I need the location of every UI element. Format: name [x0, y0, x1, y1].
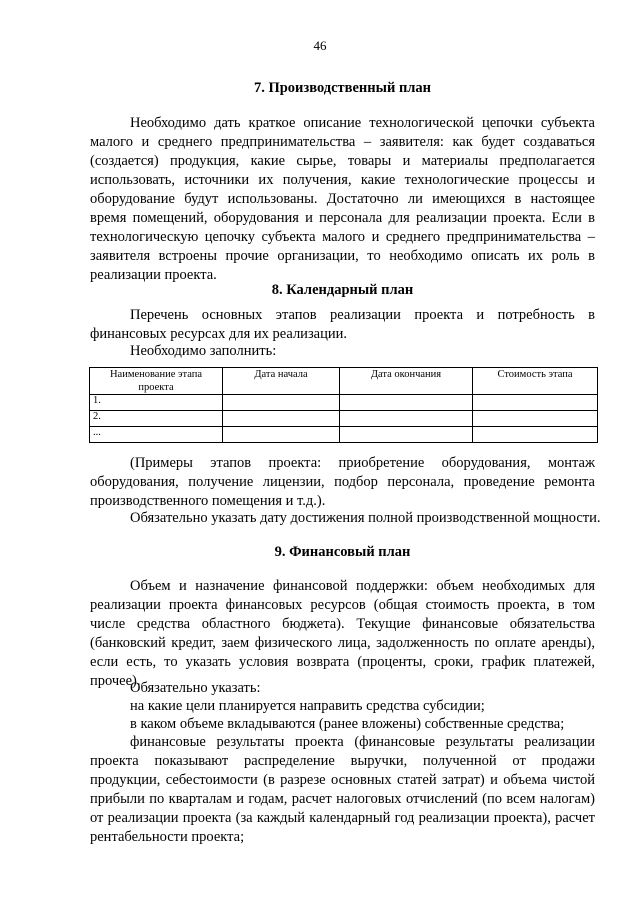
section-9-item-2: в каком объеме вкладываются (ранее вложены) собственные средства; — [130, 716, 565, 732]
page-number: 46 — [313, 38, 327, 53]
table-cell — [473, 411, 598, 427]
section-8-title: 8. Календарный план — [271, 282, 414, 298]
section-8-examples: (Примеры этапов проекта: приобретение оборудования, монтаж оборудования, получение лицензии, подбор персонала, проведение ремонта производственного помещения и т.д.). — [90, 455, 595, 509]
section-8-mandatory: Обязательно указать дату достижения полной производственной мощности. — [130, 510, 601, 526]
table-cell — [473, 395, 598, 411]
table-row — [90, 395, 598, 411]
table-cell: 2. — [90, 411, 223, 427]
table-row — [90, 427, 598, 443]
table-cell — [223, 395, 340, 411]
section-7-title: 7. Производственный план — [253, 80, 432, 96]
header-stage-name: Наименование этапа проекта — [90, 368, 223, 395]
table-cell — [223, 427, 340, 443]
table-cell: ... — [90, 427, 223, 443]
table-cell — [340, 411, 473, 427]
table-cell — [340, 395, 473, 411]
calendar-plan-table — [89, 367, 598, 443]
header-start-date: Дата начала — [223, 368, 340, 395]
section-7-paragraph: Необходимо дать краткое описание технологической цепочки субъекта малого и среднего предпринимательства – заявителя: как будет создаваться (создается) продукция, какие сырье, товары и материалы предполагается использовать, источники их получения, какие технологические процессы и оборудование будут использованы. Достаточно ли имеющихся в настоящее время помещений, оборудования и персонала для реализации проекта. Если в технологическую цепочку субъекта малого и среднего предпринимательства – заявителя встроены прочие организации, то необходимо описать их роль в реализации проекта. — [90, 115, 595, 283]
section-9-mandatory: Обязательно указать: — [130, 680, 261, 696]
table-cell — [340, 427, 473, 443]
header-end-date: Дата окончания — [340, 368, 473, 395]
fill-note: Необходимо заполнить: — [130, 343, 277, 359]
table-header-row — [90, 368, 598, 395]
section-9-item-1: на какие цели планируется направить средства субсидии; — [130, 698, 485, 714]
header-stage-cost: Стоимость этапа — [473, 368, 598, 395]
table-row — [90, 411, 598, 427]
section-9-title: 9. Финансовый план — [274, 544, 411, 560]
table-cell — [473, 427, 598, 443]
section-9-paragraph-1: Объем и назначение финансовой поддержки: объем необходимых для реализации проекта финансовых ресурсов (общая стоимость проекта, в том числе средства областного бюджета). Текущие финансовые обязательства (банковский кредит, заем физического лица, задолженность по оплате аренды), если есть, то указать условия возврата (проценты, сроки, график платежей, прочее). — [90, 578, 595, 689]
section-8-intro: Перечень основных этапов реализации проекта и потребность в финансовых ресурсах для их реализации. — [90, 307, 595, 342]
section-9-paragraph-2: финансовые результаты проекта (финансовые результаты реализации проекта показывают распределение выручки, полученной от продажи продукции, себестоимости (в разрезе основных статей затрат) и объема чистой прибыли по кварталам и годам, расчет налоговых отчислений (по всем налогам) от реализации проекта (за каждый календарный год реализации проекта), расчет рентабельности проекта; — [90, 734, 595, 845]
table-cell — [223, 411, 340, 427]
table-cell: 1. — [90, 395, 223, 411]
